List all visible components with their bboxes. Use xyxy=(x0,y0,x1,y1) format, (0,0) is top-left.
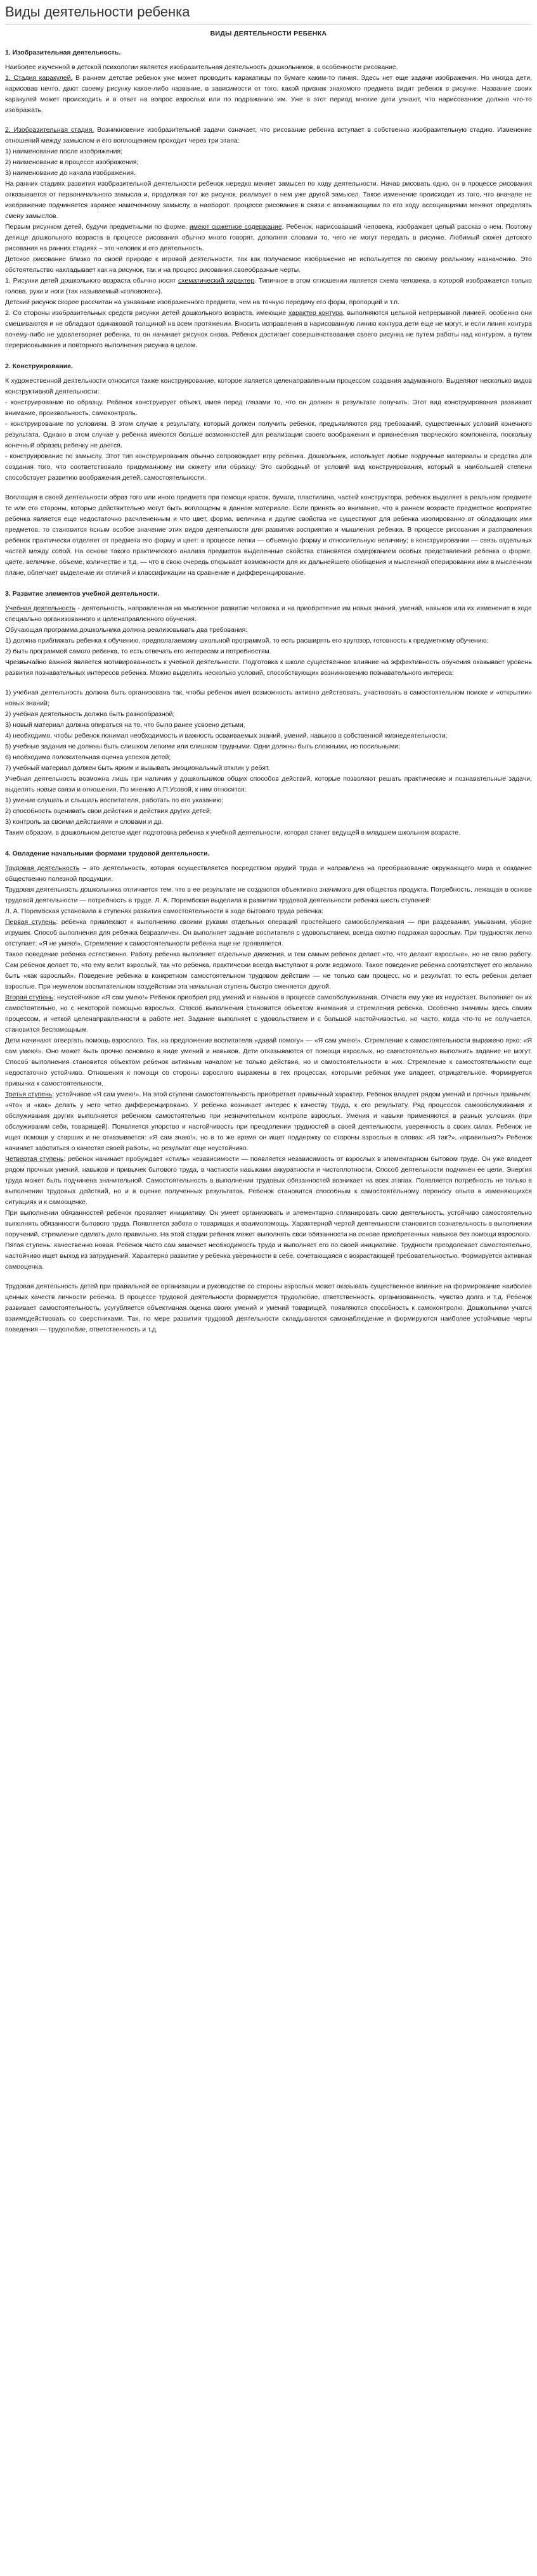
paragraph xyxy=(5,1240,532,1272)
paragraph-text: Л. А. Порембская установила в ступенях развития самостоятельности в ходе бытового труда ребенка: xyxy=(5,907,323,915)
paragraph-text: 3) контроль за своими действиями и словами и др. xyxy=(5,818,164,826)
paragraph-text: 2. Конструирование. xyxy=(5,362,73,370)
paragraph xyxy=(5,625,532,636)
underlined-term: схематический характер xyxy=(178,277,255,285)
paragraph-text: Такое поведение ребенка естественно. Работу ребенка выполняет отдельные движения, и тем самым ребенок делает «то, что делают взрослые», но не свою работу. Сам ребенок делает то, что ему велит взрослый, так что ребенка, практически всегда выступают в роли ведомого. Такое поведение ребенка соответствует его желанию быть «как взрослый». Поведение ребенка в конкретном самостоятельном трудовом действии — не только сам процесс, но и результат, то есть ребенок делает взрослые. При неумелом воспитательном воздействии эта начальная ступень быстро сменяется другой. xyxy=(5,951,532,990)
paragraph xyxy=(5,720,532,731)
paragraph xyxy=(5,795,532,806)
paragraph xyxy=(5,863,532,885)
paragraph-text: - конструирование по замыслу. Этот тип конструирования обычно сопровождает игру ребенка. Дошкольник, использует любые подручные материалы и средства для создания того, что соответствовало придуманному им сюжету или образцу. Это свободный от условий вид конструирования, который в наибольшей степени способствует развитию воображения детей, самостоятельности. xyxy=(5,452,532,482)
paragraph xyxy=(5,222,532,254)
paragraph xyxy=(5,646,532,657)
paragraph xyxy=(5,741,532,752)
paragraph-lead: 2. Изобразительная стадия. xyxy=(5,126,94,134)
paragraph xyxy=(5,817,532,828)
paragraph-text: 1) наименование после изображения; xyxy=(5,148,123,155)
paragraph xyxy=(5,276,532,297)
paragraph-text: Наиболее изученной в детской психологии является изобразительная деятельность дошкольников, в особенности рисование. xyxy=(5,63,398,71)
paragraph-text: 4. Овладение начальными формами трудовой деятельности. xyxy=(5,850,210,857)
paragraph-text: 2) наименование в процессе изображения; xyxy=(5,158,139,166)
paragraph xyxy=(5,308,532,351)
paragraph xyxy=(5,828,532,838)
paragraph-text: – это деятельность, которая осуществляется посредством орудий труда и направлена на преобразование окружающего мира и создание общественно полезной продукции. xyxy=(5,864,532,883)
paragraph-text: 1. Изобразительная деятельность. xyxy=(5,49,121,56)
underlined-term: Первая ступень xyxy=(5,918,56,926)
paragraph xyxy=(5,709,532,720)
paragraph-text: - конструирование по условиям. В этом случае к результату, который должен получить ребенок, предъявляются ряд требований, существенных условий конечного результата. Однако в этом случае у ребенка имеются больше возможностей для реализации своего воображения и привнесения творческого компонента, поскольку конечный образец ребенку не дается. xyxy=(5,420,532,449)
paragraph-text: Возникновение изобразительной задачи означает, что рисование ребенка вступает в собственно изобразительную стадию. Изменение отношений между замыслом и его воплощением проходит через три этапа: xyxy=(5,126,532,144)
paragraph-lead: 2. Со стороны изобразительных средств рисунки детей дошкольного возраста, имеющие xyxy=(5,309,288,317)
paragraph xyxy=(5,62,532,73)
paragraph xyxy=(5,992,532,1035)
paragraph-text: 1) должна приближать ребенка к обучению, предполагаемому школьной программой, то есть расширять его кругозор, готовность к предметному обучению; xyxy=(5,637,489,644)
paragraph-text: - конструирование по образцу. Ребенок конструирует объект, имея перед глазами то, что он должен в результате получить. Этот вид конструирования развивает внимание, произвольность, самоконтроль. xyxy=(5,399,532,417)
underlined-term: Трудовая деятельность xyxy=(5,864,80,872)
paragraph xyxy=(5,1154,532,1208)
paragraph-text: : устойчивое «Я сам умею!». На этой ступени самостоятельность приобретает привычный характер. Ребенок владеет рядом умений и прочных привычек: «что» и «как» делать у него четко дифференцировано. У ребенка возникает интерес к качеству труда, к его результату. Ряд процессов самообслуживания и обслуживания других выполняется ребенком самостоятельно при незначительном контроле взрослых. Умения и навыки применяются в разных условиях (при обслуживании себя, товарищей). Появляется упорство и настойчивость при преодолении трудностей в своей деятельности, уверенность в своих силах. Ребенок не ищет помощи у старших и не отказывается: «Я сам знаю!», но в то же время он ищет поддержку со стороны взрослых в словах: «Я так?», «правильно?» Ребенок начинает заботиться о качестве своей работы, но результат еще неустойчиво. xyxy=(5,1091,532,1152)
paragraph xyxy=(5,636,532,646)
paragraph-text: На ранних стадиях развития изобразительной деятельности ребенок нередко меняет замысел по ходу деятельности. Начав рисовать одно, он в процессе рисования отказывается от первоначального замысла и, продолжая тот же рисунок, реализует в нем уже другой замысел. Такое изменение происходит из того, что вначале не изображение подчиняется заранее намеченному замыслу, а наоборот: процессе рисования в связи с возникающими по его ходу ассоциациями меняют определять смену замыслов. xyxy=(5,180,532,220)
paragraph xyxy=(5,492,532,579)
paragraph xyxy=(5,1281,532,1335)
paragraph-text: Чрезвычайно важной является мотивированность к учебной деятельности. Подготовка к школе существенное влияние на эффективность обучения оказывает уровень развития познавательных интересов ребенка. Можно выделить несколько условий, способствующих возникновению познавательного интереса: xyxy=(5,658,532,677)
paragraph-text: В раннем детстве ребенок уже может проводить каракатицы по бумаге каким-то линия. Здесь нет еще задачи изображения. Но иногда дети, нарисовав нечто, дают своему рисунку какое-либо название, в зависимости от того, какой признак знакомого предмета видит ребенок в рисунке. Название своих каракулей может происходить и в ответ на вопрос взрослых или по подражанию им. Уже в этот период многие дети узнают, что нарисованное должно что-то изображать. xyxy=(5,74,532,114)
paragraph-lead: 1. Стадия каракулей. xyxy=(5,74,73,82)
paragraph xyxy=(5,774,532,795)
paragraph xyxy=(5,73,532,116)
paragraph-text: : ребенок начинает пробуждает «стиль» независимости — появляется независимость от взрослых в элементарном бытовом труде. Он уже владеет рядом прочных умений, навыков и привычек бытового труда, в частности навыками аккуратности и чистоплотности. Способ деятельности подчинен ее цели. Энергия труда может быть подчинена значительной. Самостоятельность в выполнении трудовых обязанностей возникает на всех этапах. Появляется потребность не только в выполнении трудовых действий, но и в оценке полученных результатов. Ребенок становится способным к самостоятельному переносу опыта в изменяющихся ситуациях и к самооценке. xyxy=(5,1155,533,1206)
paragraph-text: 3. Развитие элементов учебной деятельности. xyxy=(5,590,160,598)
paragraph-text: Пятая ступень: качественно новая. Ребенок часто сам замечает необходимость труда и выполняет его по своей инициативе. Трудности преодолевает самостоятельно, настойчиво ищет выход из затруднений. Характерно развитие у ребенка уверенности в себе, сочетающаяся с возрастающей требовательностью. Формируется активная самооценка. xyxy=(5,1241,532,1271)
underlined-term: Вторая ступень xyxy=(5,994,54,1001)
paragraph xyxy=(5,906,532,917)
paragraph xyxy=(5,168,532,179)
section-heading xyxy=(5,361,532,372)
paragraph xyxy=(5,885,532,906)
paragraph-text: Трудовая деятельность дошкольника отличается тем, что в ее результате не создаются объективно значимого для общества продукта. Потребность, лежащая в основе трудовой деятельности — потребность в труде. Л. А. Порембская выделила в развитии трудовой деятельности ребенка шесть ступеней: xyxy=(5,886,532,904)
paragraph-text: 1) умение слушать и слышать воспитателя, работать по его указанию; xyxy=(5,797,224,804)
paragraph-text: 7) учебный материал должен быть ярким и вызывать эмоциональный отклик у ребят. xyxy=(5,764,270,772)
paragraph-text: , выполняются цельной непрерывной линией, особенно они смешиваются и не обладают одинаковой толщиной на всем протяжении. Вносить исправления в нарисованную линию контура дети еще не могут, и если линия контура почему-либо не удовлетворяет ребенка, то он начинает рисунок снова. Ребенок достигает совершенствования своего рисунка не путем работы над контуром, а путем перерисовывания и повторного выполнения рисунка в целом. xyxy=(5,309,533,349)
paragraph xyxy=(5,297,532,308)
paragraph-text: Детский рисунок скорее рассчитан на узнавание изображенного предмета, чем на точную передачу его форм, пропорций и т.п. xyxy=(5,298,399,306)
paragraph-text: - деятельность, направленная на мысленное развитие человека и на приобретение им новых знаний, умений, навыков или их изменение в ходе специально организованного и целенаправленного обучения. xyxy=(5,605,532,623)
paragraph xyxy=(5,688,532,709)
page-title: Виды деятельности ребенка xyxy=(5,4,532,25)
article-subtitle: ВИДЫ ДЕЯТЕЛЬНОСТИ РЕБЕНКА xyxy=(210,30,327,37)
underlined-term: Учебная деятельность xyxy=(5,605,76,612)
underlined-term: имеют сюжетное содержание xyxy=(189,223,282,231)
paragraph xyxy=(5,752,532,763)
paragraph xyxy=(5,917,532,949)
paragraph xyxy=(5,731,532,741)
paragraph-text: 1) учебная деятельность должна быть организована так, чтобы ребенок имел возможность активно действовать, участвовать в самостоятельном поиске и «открытии» новых знаний; xyxy=(5,689,532,707)
paragraph-text: Учебная деятельность возможна лишь при наличии у дошкольников общих способов действий, которые позволяют решать практические и познавательные задачи, выделять новые связи и отношения. По мнению А.П.Усовой, к ним относятся: xyxy=(5,775,532,793)
underlined-term: Четвертая ступень xyxy=(5,1155,64,1163)
paragraph xyxy=(5,397,532,419)
section-heading xyxy=(5,48,532,58)
paragraph-text: . Типичное в этом отношении является схема человека, в которой изображается только голова, руки и ноги (так называемый «головоног»). xyxy=(5,277,532,295)
paragraph-text: 2) способность оценивать свои действия и действия других детей; xyxy=(5,807,212,815)
paragraph xyxy=(5,657,532,679)
paragraph-lead: Первым рисунком детей, будучи предметными по форме, xyxy=(5,223,190,231)
paragraph-text: Детское рисование близко по своей природе к игровой деятельности, так как получаемое изображение не используется по своему реальному назначению. Это обстоятельство накладывает как на рисунок, так и на процесс рисования своеобразные черты. xyxy=(5,255,532,274)
article-body xyxy=(5,48,532,1335)
section-heading xyxy=(5,589,532,599)
paragraph xyxy=(5,419,532,451)
paragraph-text: 3) новый материал должна опираться на то, что было ранее усвоено детьми; xyxy=(5,721,245,729)
paragraph xyxy=(5,1208,532,1240)
paragraph-text: : ребенка привлекают к выполнению своими руками отдельных операций простейшего самообслуживания — при раздевании, умывании, уборке игрушек. Способ выполнения для ребенка безразличен. Он выполняет задание воспитателя с удовольствием, всегда охотно подражая взрослым. При трудностях легко отступает: «Я не умею!». Стремление к самостоятельности ребенка еще не проявляется. xyxy=(5,918,532,947)
paragraph-text: . Ребенок, нарисовавший человека, изображает целый рассказ о нем. Поэтому детище дошкольного возраста в процессе рисования обычно много говорят, дополняя словами то, чего не могут передать в рисунке. Любимый сюжет детского рисования на ранних стадиях – это человек и его деятельность. xyxy=(5,223,532,252)
paragraph-text: При выполнении обязанностей ребенок проявляет инициативу. Он умеет организовать и элементарно спланировать свою деятельность, устойчиво самостоятельно выполнять обязанности бытового труда. Появляется забота о товарищах и взаимопомощь. Характерной чертой деятельности становится сознательность в выполнении поручений, стремление сделать дело правильно. На этой стадии ребенок может выполнять свои обязанности на основе приобретенных навыков без помощи взрослого. xyxy=(5,1209,532,1238)
paragraph xyxy=(5,949,532,992)
paragraph-text: 5) учебные задания не должны быть слишком легкими или слишком трудными. Одни должны быть сложными, но посильными; xyxy=(5,743,400,750)
paragraph xyxy=(5,376,532,397)
paragraph-text: 4) необходимо, чтобы ребенок понимал необходимость и важность осваиваемых знаний, умений, навыков в собственной жизнедеятельности; xyxy=(5,732,448,740)
paragraph xyxy=(5,125,532,146)
paragraph-lead: 1. Рисунки детей дошкольного возраста обычно носят xyxy=(5,277,179,285)
paragraph xyxy=(5,806,532,817)
paragraph xyxy=(5,763,532,774)
paragraph xyxy=(5,603,532,625)
paragraph-text: : неустойчивое «Я сам умею!» Ребенок приобрел ряд умений и навыков в процессе самообслуживания. Отчасти ему уже их недостает. Выполняет он их самостоятельно, но с некоторой помощью взрослых. Способ выполнения становится объектом внимания и стремления ребенка. Особенно значимы здесь самим процессом, и четкой целенаправленности в работе нет. Задание выполняет с удовольствием и с большой настойчивостью, но часто, когда что-то не получается, становится беспомощным. xyxy=(5,994,532,1034)
paragraph-text: Трудовая деятельность детей при правильной ее организации и руководстве со стороны взрослых может оказывать существенное влияние на формирование наиболее ценных качеств личности ребенка. В процессе трудовой деятельности формируется трудолюбие, ответственность, организованность, чувство долга и т.д. Ребенок развивает самостоятельность, усугубляется объективная оценка своих умений и умений товарищей, появляются способность к самоконтролю. Дошкольники учатся взаимодействовать со сверстниками. Так, по мере развития трудовой деятельности складываются самонаблюдение и формируются наиболее устойчивые черты поведения — трудолюбие, ответственность и т.д. xyxy=(5,1283,532,1333)
paragraph xyxy=(5,179,532,222)
paragraph xyxy=(5,451,532,484)
paragraph-text: 3) наименование до начала изображения. xyxy=(5,169,136,177)
underlined-term: характер контура xyxy=(288,309,343,317)
paragraph-text: 2) быть программой самого ребенка, то есть отвечать его интересам и потребностям. xyxy=(5,648,271,655)
paragraph-text: 6) необходима положительная оценка успехов детей; xyxy=(5,753,171,761)
paragraph-text: 2) учебная деятельность должна быть разнообразной; xyxy=(5,710,175,718)
paragraph-text: Воплощая в своей деятельности образ того или иного предмета при помощи красок, бумаги, пластилина, частей конструктора, ребенок выделяет в реальном предмете те или его стороны, которые действительно могут быть воплощены в данном материале. Если принять во внимание, что в раннем возрасте предметное восприятие ребенка является еще недостаточно расчлененным и что цвет, форма, величина и другие свойства не существуют для ребенка изолированно от обладающих ими предметов, то становится ясным особое значение этих видов деятельности для развития восприятия и мышления ребенка. В процессе рисования и расправления ребенок практически отделяет от предмета его форму и цвет: в процессе лепки — объемную форму и относительную величину; в конструировании — связь отдельных частей между собой. На основе такого практического анализа предметов выделенные свойства становятся содержанием особых представлений ребенка о форме, цвете, величине, объеме, количестве и т.д. — что в свою очередь открывает возможности для их дальнейшего обобщения и мысленной оперировании ими в мысленном плане, облегчает выделение их отличий и классификации на сравнение и дифференцирование. xyxy=(5,494,532,577)
paragraph-text: Таким образом, в дошкольном детстве идет подготовка ребенка к учебной деятельности, которая станет ведущей в младшем школьном возрасте. xyxy=(5,829,461,836)
paragraph xyxy=(5,1035,532,1089)
paragraph-text: Обучающая программа дошкольника должна реализовывать два требования: xyxy=(5,626,248,634)
paragraph-text: К художественной деятельности относится также конструирование, которое является целенаправленным процессом создания задуманного. Выделяют несколько видов конструктивной деятельности: xyxy=(5,377,532,395)
paragraph xyxy=(5,146,532,157)
paragraph xyxy=(5,254,532,276)
paragraph xyxy=(5,1089,532,1154)
paragraph-text: Дети начинают отвергать помощь взрослого. Так, на предложение воспитателя «давай помогу» — «Я сам умею!». Стремление к самостоятельности выражено ярко: «Я сам умею!». Оно может быть прочно основано в виде умений и навыков. Дети отказываются от помощи взрослых, но самостоятельно выполнить задание не могут. Способ выполнения становится объектом ребенок активным началом не только действия, но и самостоятельности в них. Стремление к самостоятельности еще недостаточно устойчиво. Отношения к помощи со стороны взрослого выражены в тех процессах, которыми ребенок уже владеет, отрицательное. Формируется привычка к самостоятельности. xyxy=(5,1037,532,1087)
paragraph xyxy=(5,157,532,168)
underlined-term: Третья ступень xyxy=(5,1091,53,1098)
section-heading xyxy=(5,849,532,859)
